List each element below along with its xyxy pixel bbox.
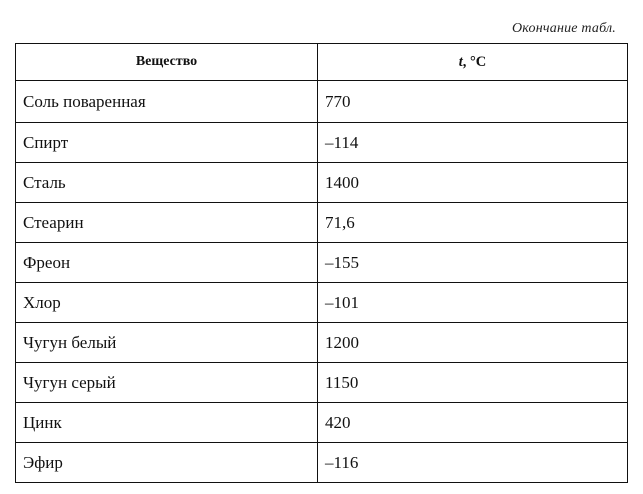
substance-cell: Хлор [16, 283, 318, 323]
substance-cell: Чугун белый [16, 323, 318, 363]
table-row [16, 283, 628, 323]
table-row [16, 363, 628, 403]
temperature-cell: –101 [318, 283, 628, 323]
substance-cell: Цинк [16, 403, 318, 443]
table-row [16, 163, 628, 203]
table-row [16, 323, 628, 363]
table-row [16, 81, 628, 123]
table-row [16, 403, 628, 443]
substance-cell: Сталь [16, 163, 318, 203]
temperature-cell: –116 [318, 443, 628, 483]
table-row [16, 243, 628, 283]
header-row [16, 44, 628, 81]
table-row [16, 443, 628, 483]
header-substance: Вещество [16, 44, 318, 81]
table-row [16, 123, 628, 163]
table-continuation-caption: Окончание табл. [512, 21, 616, 36]
table-body [16, 81, 628, 483]
substance-cell: Соль поваренная [16, 81, 318, 123]
temperature-cell: 1200 [318, 323, 628, 363]
header-temperature-variable: t [458, 53, 463, 70]
temperature-cell: –155 [318, 243, 628, 283]
header-temperature [318, 44, 628, 81]
table-row [16, 203, 628, 243]
substance-temperature-table [15, 43, 628, 483]
temperature-cell: 770 [318, 81, 628, 123]
substance-cell: Фреон [16, 243, 318, 283]
table-header [16, 44, 628, 81]
temperature-cell: 1400 [318, 163, 628, 203]
temperature-cell: 71,6 [318, 203, 628, 243]
temperature-cell: 1150 [318, 363, 628, 403]
temperature-cell: –114 [318, 123, 628, 163]
substance-cell: Стеарин [16, 203, 318, 243]
substance-cell: Спирт [16, 123, 318, 163]
header-temperature-unit: , °C [462, 53, 487, 70]
substance-cell: Чугун серый [16, 363, 318, 403]
substance-cell: Эфир [16, 443, 318, 483]
temperature-cell: 420 [318, 403, 628, 443]
